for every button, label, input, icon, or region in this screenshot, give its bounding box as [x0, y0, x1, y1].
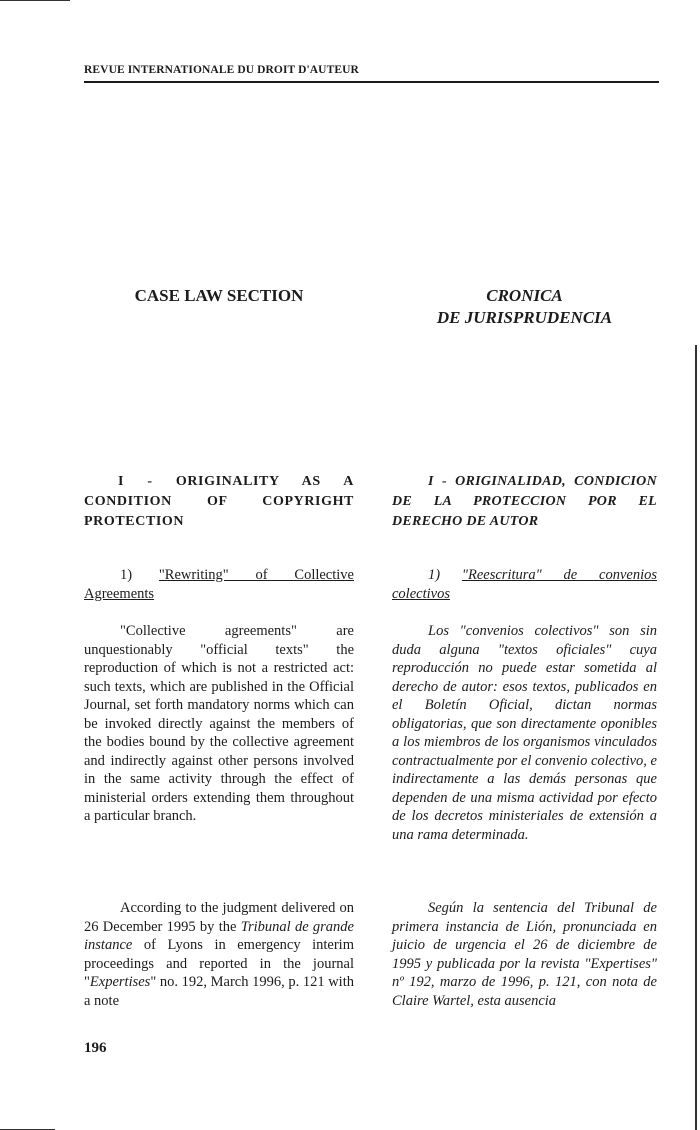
left-paragraph-2-text: " no. 192, March 1996, p. 121 with a note — [84, 974, 354, 1009]
left-subtitle-line: I - ORIGINALITY AS A — [118, 474, 354, 489]
right-subtitle-line: DERECHO DE AUTOR — [392, 514, 539, 529]
page-number: 196 — [84, 1040, 107, 1056]
right-paragraph-2: Según la sentencia del Tribunal de primera instancia de Lión, pronunciada en juicio de urgencia el 26 de diciembre de 1995 y publicada por la revista "Expertises" nº 192, marzo de 1996, p. 121, con nota de Claire Wartel, esta ausencia — [392, 900, 657, 1009]
left-heading-text: "Rewriting" of Collective Agreements — [84, 567, 354, 602]
left-paragraph-2-journal: Expertises — [89, 974, 151, 990]
right-subtitle-line: I - ORIGINALIDAD, CONDICION — [428, 474, 657, 489]
right-paragraph-1: Los "convenios colectivos" son sin duda alguna "textos oficiales" cuya reproducción no puede estar sometida al derecho de autor: esos textos, publicados en el Boletín Oficial, dictan normas obligatorias, que son directamente oponibles a los miembros de los organismos vinculados contractualmente por el convenio colectivo, e indirectamente a las demás personas que dependen de una misma actividad por efecto de los decretos ministeriales de extensión a una rama determinada. — [392, 623, 657, 843]
right-heading — [392, 566, 657, 603]
right-subtitle-line: DE LA PROTECCION POR EL — [392, 494, 657, 509]
right-subtitle — [392, 472, 657, 532]
left-subtitle-line: CONDITION OF COPYRIGHT — [84, 494, 354, 509]
running-header: REVUE INTERNATIONALE DU DROIT D'AUTEUR — [84, 64, 659, 83]
right-heading-text: "Reescritura" de convenios colectivos — [392, 567, 658, 602]
left-paragraph-2-text: According to the judgment delivered on 26 December 1995 by the — [84, 900, 354, 935]
left-heading-number: 1) — [120, 567, 133, 583]
left-section-title-block — [84, 285, 354, 307]
right-heading-number: 1) — [428, 567, 441, 583]
left-subtitle — [84, 472, 354, 532]
left-section-title: CASE LAW SECTION — [134, 286, 304, 305]
right-section-title-block — [392, 285, 657, 329]
scan-edge-line — [0, 0, 70, 1]
right-section-title-line: DE JURISPRUDENCIA — [436, 308, 613, 327]
left-paragraph-1: "Collective agreements" are unquestionably "official texts" the reproduction of which is not a restricted act: such texts, which are published in the Official Journal, set forth mandatory norms which can be invoked directly against the members of the bodies bound by the collective agreement and indirectly against other persons involved in the same activity through the effect of ministerial orders extending them throughout a particular branch. — [84, 623, 354, 824]
left-paragraph-2 — [84, 899, 354, 1010]
left-heading — [84, 566, 354, 603]
right-section-title-line: CRONICA — [486, 286, 563, 305]
left-subtitle-line: PROTECTION — [84, 514, 185, 529]
scan-edge-line — [695, 345, 697, 1130]
left-paragraph-2-text: of Lyons in emergency interim proceedings and reported in the journal " — [84, 937, 354, 990]
left-paragraph-2-court: Tribunal de grande instance — [84, 918, 354, 953]
